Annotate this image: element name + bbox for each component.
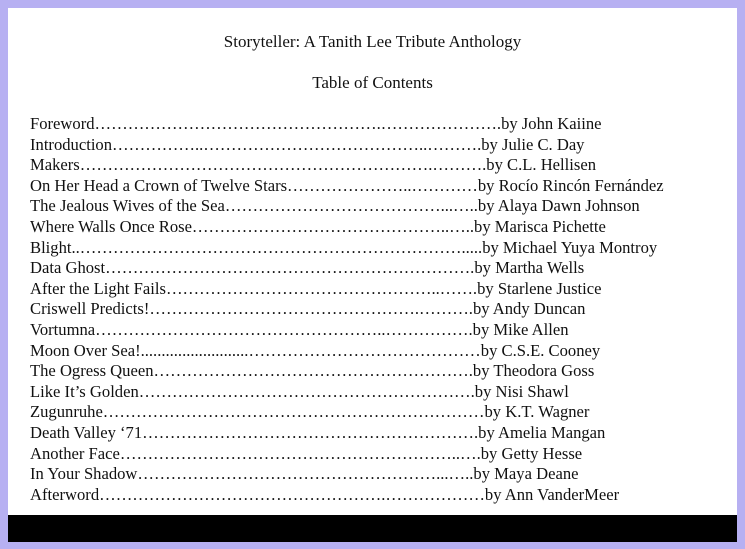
document-page — [8, 8, 737, 515]
toc-entry: Zugunruhe……………………………………………………………by K.T. Wagner — [30, 402, 590, 422]
toc-entry: Moon Over Sea!..........................……………………………………by C.S.E. Cooney — [30, 340, 601, 360]
bottom-bar — [8, 515, 737, 542]
toc-entry: Another Face……………………………………………………..….by Getty Hesse — [30, 443, 583, 463]
toc-entry: In Your Shadow………………………………………………...…..by Maya Deane — [30, 464, 579, 484]
toc-entry: Data Ghost………………………………………………………….by Martha Wells — [30, 258, 585, 278]
toc-entry: The Jealous Wives of the Sea…………………………………...…..by Alaya Dawn Johnson — [30, 196, 640, 216]
toc-entry: Introduction……………..…………………………………..……….by Julie C. Day — [30, 134, 585, 154]
toc-entry: Afterword…………………………………………….………………by Ann VanderMeer — [30, 484, 620, 504]
toc-entry: Blight..…………………………………………………………….....by Michael Yuya Montroy — [30, 237, 658, 257]
toc-list — [30, 114, 664, 505]
toc-entry: Where Walls Once Rose………………………………………..…..by Marisca Pichette — [30, 216, 606, 236]
toc-entry: The Ogress Queen………………………………………………….by Theodora Goss — [30, 361, 595, 381]
toc-heading: Table of Contents — [312, 73, 433, 92]
toc-entry: Vortumna……………………………………………..…………….by Mike Allen — [30, 319, 569, 339]
anthology-title: Storyteller: A Tanith Lee Tribute Anthology — [223, 32, 522, 51]
toc-entry: Makers……………………………………………………….……….by C.L. Hellisen — [30, 155, 597, 175]
toc-entry: Death Valley ‘71…………………………………………………….by Amelia Mangan — [30, 422, 606, 442]
toc-entry: On Her Head a Crown of Twelve Stars…………………..…………by Rocío Rincón Fernández — [30, 175, 664, 195]
toc-entry: Criswell Predicts!………………………………………….……….by Andy Duncan — [30, 299, 586, 319]
toc-entry: Foreword…………………………………………….………………….by John Kaiine — [30, 114, 602, 133]
toc-entry: After the Light Fails…………………………………………..…….by Starlene Justice — [30, 278, 602, 298]
toc-entry: Like It’s Golden…………………………………………………….by Nisi Shawl — [30, 381, 569, 401]
